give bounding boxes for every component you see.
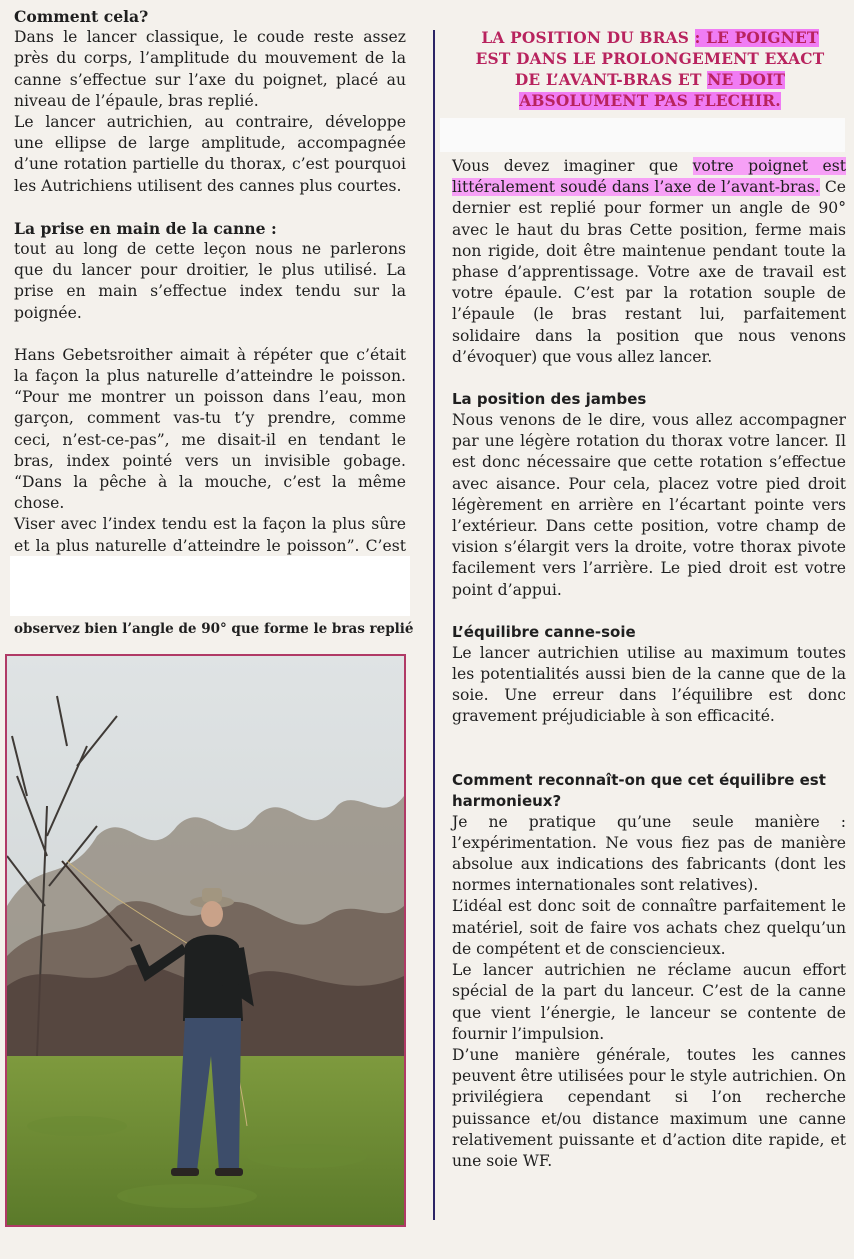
paragraph: Viser avec l’index tendu est la façon la plus sûre et la plus naturelle d’atteindre le poisson”. C’est xyxy=(14,515,406,555)
paragraph: L’idéal est donc soit de connaître parfaitement le matériel, soit de faire vos achats chez quelqu’un de compétent et de consciencieux. xyxy=(452,897,846,958)
paragraph: Nous venons de le dire, vous allez accompagner par une légère rotation du thorax votre lancer. Il est donc nécessaire que cette rotation s’effectue avec aisance. Pour cela, placez votre pied droit légèrement en arrière en l’écartant pointe vers l’extérieur. Dans cette position, votre champ de vision s’élargit vers la droite, votre thorax pivote facilement vers l’arrière. Le pied droit est votre point d’appui. xyxy=(452,411,846,599)
heading-prise-en-main: La prise en main de la canne : xyxy=(14,218,277,238)
photo-caption: observez bien l’angle de 90° que forme le bras replié xyxy=(14,621,414,637)
paragraph: tout au long de cette leçon nous ne parlerons que du lancer pour droitier, le plus utilisé. La prise en main s’effectue index tendu sur la poignée. xyxy=(14,240,406,322)
angler-photo-illustration xyxy=(7,656,404,1225)
paragraph: Le lancer autrichien ne réclame aucun effort spécial de la part du lanceur. C’est de la canne que vient l’énergie, le lanceur se contente de fournir l’impulsion. xyxy=(452,961,846,1043)
left-column xyxy=(14,6,406,599)
callout-highlight: ABSOLUMENT PAS FLECHIR. xyxy=(519,92,781,110)
blank-patch xyxy=(10,556,410,616)
paragraph: Dans le lancer classique, le coude reste assez près du corps, l’amplitude du mouvement de la canne s’effectue sur l’axe du poignet, placé au niveau de l’épaule, bras replié. xyxy=(14,28,406,110)
callout-highlight: NE DOIT xyxy=(707,71,786,89)
callout-line: EST DANS LE PROLONGEMENT EXACT xyxy=(475,50,825,68)
highlighted-text: votre poignet est littéralement soudé dans l’axe de l’avant-bras. xyxy=(452,157,847,197)
photo-angler-casting xyxy=(5,654,406,1227)
paragraph xyxy=(452,156,846,368)
text-run: Vous devez imaginer que xyxy=(452,157,693,175)
text-run: Ce dernier est replié pour former un angle de 90° avec le haut du bras Cette position, ferme mais non rigide, doit être maintenue pendant toute la phase d’apprentissage. Votre axe de travail est votre épaule. C’est par la rotation souple de l’épaule (le bras restant lui, parfaitement solidaire dans la position que nous venons d’évoquer) que vous allez lancer. xyxy=(452,178,847,366)
callout-box xyxy=(470,28,830,112)
paragraph: Je ne pratique qu’une seule manière : l’expérimentation. Ne vous fiez pas de manière absolue aux indications des fabricants (dont les normes internationales sont relatives). xyxy=(452,812,846,895)
right-column xyxy=(452,156,846,1172)
paragraph: Le lancer autrichien, au contraire, développe une ellipse de large amplitude, accompagnée d’une rotation partielle du thorax, c’est pourquoi les Autrichiens utilisent des cannes plus courtes. xyxy=(14,113,406,195)
heading-comment-cela: Comment cela? xyxy=(14,7,149,26)
blank-patch xyxy=(440,118,845,152)
column-divider xyxy=(433,30,435,1220)
paragraph: Hans Gebetsroither aimait à répéter que c’était la façon la plus naturelle d’atteindre le poisson. “Pour me montrer un poisson dans l’eau, mon garçon, comment vas-tu t’y prendre, comme ceci, n’est-ce-pas”, me disait-il en tendant le bras, index pointé vers un invisible gobage. “Dans la pêche à la mouche, c’est la même chose. xyxy=(14,345,406,513)
heading-position-jambes: La position des jambes xyxy=(452,390,647,409)
paragraph: Le lancer autrichien utilise au maximum toutes les potentialités aussi bien de la canne que de la soie. Une erreur dans l’équilibre est donc gravement préjudiciable à son efficacité. xyxy=(452,643,846,726)
paragraph: D’une manière générale, toutes les cannes peuvent être utilisées pour le style autrichien. On privilégiera cependant si l’on recherche puissance et/ou distance maximum une canne relativement puissante et d’action dite rapide, et une soie WF. xyxy=(452,1045,846,1170)
heading-equilibre: L’équilibre canne-soie xyxy=(452,622,636,641)
callout-line: LA POSITION DU BRAS xyxy=(481,29,690,47)
heading-comment-reconnait: Comment reconnaît-on que cet équilibre est harmonieux? xyxy=(452,770,826,810)
callout-highlight: : LE POIGNET xyxy=(694,29,819,47)
callout-line: DE L’AVANT-BRAS ET xyxy=(514,71,702,89)
